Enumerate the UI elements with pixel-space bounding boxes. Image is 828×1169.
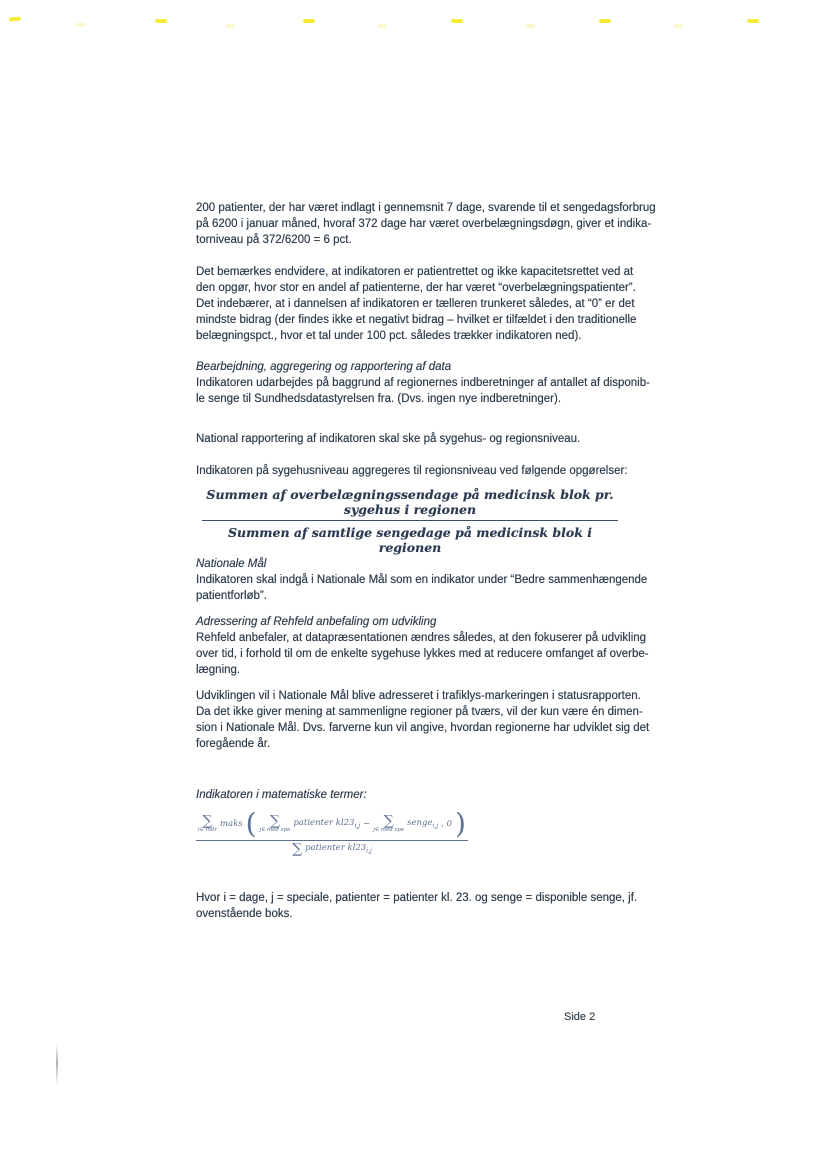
aggregation-formula <box>202 487 618 555</box>
scan-artifact-mark <box>76 23 85 27</box>
sum-symbol: ∑ j∈ med spe <box>373 813 405 833</box>
scan-artifact-mark <box>378 24 387 28</box>
scan-artifact-mark <box>747 19 759 23</box>
page-number: Side 2 <box>564 1011 596 1023</box>
paragraph-rehfeld-recommendation: Rehfeld anbefaler, at datapræsentationen ændres således, at den fokuserer på udvikling over tid, i forhold til om de enkelte sygehuse lykkes med at reducere omfanget af overbe- lægning. <box>196 632 649 676</box>
scan-artifact-mark <box>526 24 535 28</box>
section-heading-bearbejdning: Bearbejdning, aggregering og rapportering af data <box>196 361 452 373</box>
aggregation-formula-denominator: Summen af samtlige sengedage på medicinsk blok i regionen <box>227 525 593 555</box>
paragraph-data-basis: Indikatoren udarbejdes på baggrund af regionernes indberetninger af antallet af disponib- le senge til Sundhedsdatastyrelsen fra. (Dvs. ingen nye indberetninger). <box>196 377 650 405</box>
paragraph-aggregation-intro: Indikatoren på sygehusniveau aggregeres til regionsniveau ved følgende opgørelser: <box>196 465 628 477</box>
scan-artifact-mark <box>155 19 167 23</box>
paragraph-example-calculation: 200 patienter, der har været indlagt i gennemsnit 7 dage, svarende til et sengedagsforbrug på 6200 i januar måned, hvoraf 372 dage har været overbelægningsdøgn, giver et indika- torniveau på 372/6200 = 6 pct. <box>196 202 656 246</box>
sum-symbol: ∑ <box>292 841 303 857</box>
section-heading-rehfeld: Adressering af Rehfeld anbefaling om udvikling <box>196 616 437 628</box>
math-formula-denominator: ∑ patienter $kl23_{i,j}$ <box>292 841 372 857</box>
scan-artifact-line <box>56 1044 58 1086</box>
paragraph-national-reporting: National rapportering af indikatoren skal ske på sygehus- og regionsniveau. <box>196 433 581 445</box>
sum-symbol: ∑ j∈ med spe <box>259 813 291 833</box>
sum-symbol: ∑ i∈ mdr <box>198 813 217 833</box>
math-formula <box>196 807 468 857</box>
scan-artifact-mark <box>599 19 611 23</box>
section-heading-math-terms: Indikatoren i matematiske termer: <box>196 789 367 801</box>
math-formula-numerator: ∑ i∈ mdr maks ( ∑ j∈ med spe patienter $kl23_{i,j}$ − ∑ j∈ med spe senge$_{i,j}$ , 0 ) <box>198 807 466 840</box>
scan-artifact-mark <box>451 19 463 23</box>
paragraph-development-traffic-light: Udviklingen vil i Nationale Mål blive adresseret i trafiklys-markeringen i statusrapporten. Da det ikke giver mening at sammenligne regioner på tværs, vil der kun være én dimen- sion i Nationale Mål. Dvs. farverne kun vil angive, hvordan regionerne har udviklet sig det foregående år. <box>196 690 650 750</box>
scan-artifact-mark <box>303 19 315 23</box>
paragraph-variable-definitions: Hvor i = dage, j = speciale, patienter = patienter kl. 23. og senge = disponible senge, jf. ovenstående boks. <box>196 892 638 920</box>
scan-artifact-mark <box>9 17 21 22</box>
section-heading-nationale-maal: Nationale Mål <box>196 558 267 570</box>
aggregation-formula-numerator: Summen af overbelægningssendage på medicinsk blok pr. sygehus i regionen <box>202 487 618 521</box>
paragraph-nationale-maal: Indikatoren skal indgå i Nationale Mål som en indikator under “Bedre sammenhængende patientforløb”. <box>196 574 648 602</box>
scan-artifact-mark <box>226 24 235 28</box>
scan-artifact-mark <box>674 24 683 28</box>
paragraph-indicator-remarks: Det bemærkes endvidere, at indikatoren er patientrettet og ikke kapacitetsrettet ved at den opgør, hvor stor en andel af patienterne, der har været “overbelægningspatienter”. Det indebærer, at i dannelsen af indikatoren er tælleren trunkeret således, at “0” er det mindste bidrag (der findes ikke et negativt bidrag – hvilket er tilfældet i den traditionelle belægningspct., hvor et tal under 100 pct. således trækker indikatoren ned). <box>196 266 637 342</box>
